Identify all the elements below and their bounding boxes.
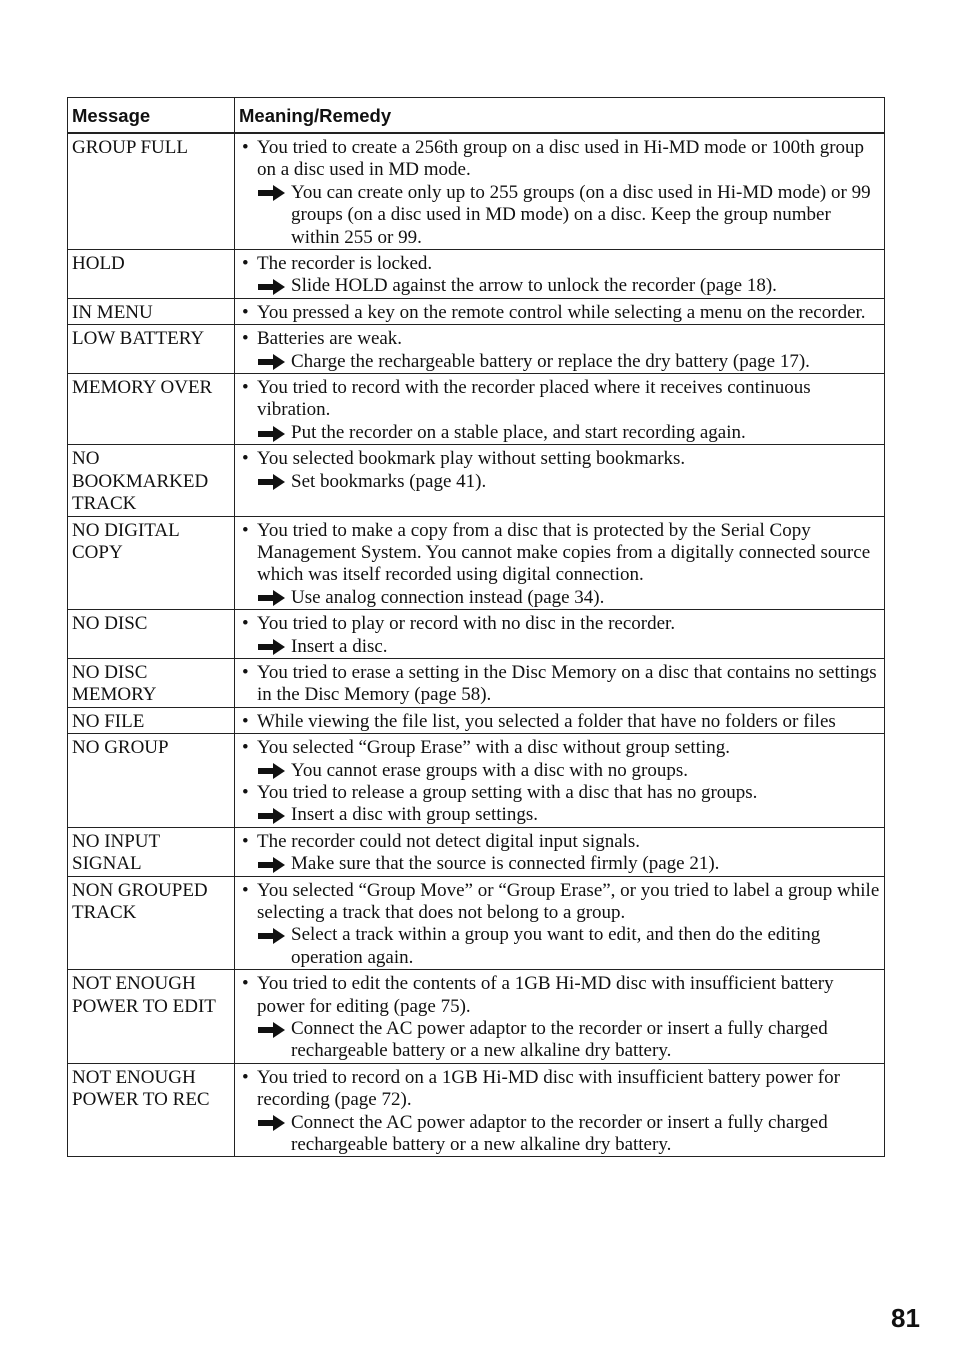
remedy-item [239, 1112, 880, 1157]
cause-item [239, 302, 880, 324]
remedy-text: Select a track within a group you want to edit, and then do the editing operation again. [291, 924, 821, 968]
cause-text: You tried to make a copy from a disc that is protected by the Serial Copy Management System. You cannot make copies from a digitally connected source which was itself recorded using digital connection. [257, 519, 871, 586]
meaning-remedy-cell [235, 610, 885, 659]
message-cell: NO GROUP [68, 734, 235, 828]
right-arrow-icon [258, 639, 291, 655]
bullet-icon: • [242, 1066, 249, 1088]
cause-item [239, 520, 880, 587]
right-arrow-icon [258, 590, 291, 606]
remedy-text: You cannot erase groups with a disc with no groups. [291, 759, 689, 781]
table-row [68, 970, 885, 1064]
table-row [68, 250, 885, 299]
bullet-icon: • [242, 137, 249, 158]
remedy-item [239, 587, 880, 609]
table-row [68, 876, 885, 970]
bullet-icon: • [242, 879, 249, 901]
message-cell: HOLD [68, 250, 235, 299]
remedy-text: Connect the AC power adaptor to the recorder or insert a fully charged rechargeable battery or a new alkaline dry battery. [291, 1018, 828, 1062]
table-row [68, 325, 885, 374]
table-row [68, 658, 885, 707]
remedy-item [239, 471, 880, 493]
message-cell: NO BOOKMARKED TRACK [68, 445, 235, 516]
table-row [68, 707, 885, 733]
remedy-item [239, 760, 880, 782]
bullet-icon: • [242, 253, 249, 275]
meaning-remedy-cell [235, 250, 885, 299]
remedy-text: Insert a disc. [291, 635, 388, 657]
table-row [68, 1063, 885, 1157]
meaning-remedy-cell [235, 734, 885, 828]
meaning-remedy-cell [235, 133, 885, 250]
message-cell: NO DISC [68, 610, 235, 659]
message-cell: GROUP FULL [68, 133, 235, 250]
cause-item [239, 1067, 880, 1112]
remedy-text: Connect the AC power adaptor to the recorder or insert a fully charged rechargeable battery or a new alkaline dry battery. [291, 1111, 828, 1156]
meaning-remedy-cell [235, 374, 885, 445]
message-cell: NOT ENOUGH POWER TO REC [68, 1063, 235, 1157]
right-arrow-icon [258, 354, 291, 370]
bullet-icon: • [242, 973, 249, 995]
remedy-item [239, 853, 880, 875]
message-cell: NO INPUT SIGNAL [68, 827, 235, 876]
remedy-item [239, 422, 880, 444]
bullet-icon: • [242, 301, 249, 323]
cause-item [239, 973, 880, 1018]
header-row [68, 98, 885, 134]
right-arrow-icon [258, 185, 291, 201]
table-row [68, 298, 885, 324]
cause-text: The recorder is locked. [257, 253, 433, 275]
cause-text: While viewing the file list, you selected a folder that have no folders or files [257, 710, 836, 732]
remedy-text: Put the recorder on a stable place, and start recording again. [291, 421, 746, 443]
remedy-text: Charge the rechargeable battery or replace the dry battery (page 17). [291, 350, 810, 372]
message-cell: NO DIGITAL COPY [68, 516, 235, 610]
meaning-remedy-cell [235, 516, 885, 610]
table-row [68, 445, 885, 516]
meaning-remedy-cell [235, 445, 885, 516]
message-cell: MEMORY OVER [68, 374, 235, 445]
remedy-item [239, 182, 880, 249]
remedy-text: Use analog connection instead (page 34). [291, 586, 605, 608]
message-cell: NO DISC MEMORY [68, 658, 235, 707]
cause-text: You selected “Group Erase” with a disc without group setting. [257, 737, 730, 759]
meaning-remedy-cell [235, 876, 885, 970]
bullet-icon: • [242, 328, 249, 350]
table-row [68, 827, 885, 876]
cause-item [239, 662, 880, 707]
cause-text: You tried to record on a 1GB Hi-MD disc with insufficient battery power for recording (page 72). [257, 1066, 840, 1111]
bullet-icon: • [242, 830, 249, 852]
table-row [68, 133, 885, 250]
remedy-item [239, 804, 880, 826]
message-cell: LOW BATTERY [68, 325, 235, 374]
error-message-table [67, 97, 885, 1157]
message-cell: NO FILE [68, 707, 235, 733]
cause-item [239, 711, 880, 733]
cause-text: Batteries are weak. [257, 328, 403, 350]
cause-item [239, 137, 880, 182]
right-arrow-icon [258, 808, 291, 824]
cause-item [239, 448, 880, 470]
cause-item [239, 737, 880, 759]
remedy-item [239, 924, 880, 969]
remedy-text: You can create only up to 255 groups (on a disc used in Hi-MD mode) or 99 groups (on a disc used in MD mode) on a disc. Keep the group number within 255 or 99. [291, 181, 871, 248]
message-cell: IN MENU [68, 298, 235, 324]
right-arrow-icon [258, 857, 291, 873]
bullet-icon: • [242, 448, 249, 470]
cause-text: You tried to play or record with no disc in the recorder. [257, 613, 676, 635]
table-row [68, 516, 885, 610]
right-arrow-icon [258, 474, 291, 490]
cause-item [239, 782, 880, 804]
meaning-remedy-cell [235, 298, 885, 324]
bullet-icon: • [242, 781, 249, 803]
message-cell: NON GROUPED TRACK [68, 876, 235, 970]
meaning-remedy-cell [235, 827, 885, 876]
remedy-text: Insert a disc with group settings. [291, 804, 538, 826]
page-number: 81 [891, 1303, 920, 1333]
right-arrow-icon [258, 426, 291, 442]
bullet-icon: • [242, 661, 249, 683]
cause-item [239, 613, 880, 635]
right-arrow-icon [258, 1022, 291, 1038]
right-arrow-icon [258, 763, 291, 779]
right-arrow-icon [258, 1115, 291, 1131]
bullet-icon: • [242, 710, 249, 732]
header-message: Message [68, 98, 235, 134]
meaning-remedy-cell [235, 970, 885, 1064]
table-row [68, 610, 885, 659]
cause-item [239, 253, 880, 275]
cause-text: You selected bookmark play without setting bookmarks. [257, 448, 686, 470]
cause-text: You tried to create a 256th group on a disc used in Hi-MD mode or 100th group on a disc used in MD mode. [257, 137, 865, 181]
cause-text: You tried to edit the contents of a 1GB Hi-MD disc with insufficient battery power for editing (page 75). [257, 973, 834, 1017]
header-meaning-remedy: Meaning/Remedy [235, 98, 885, 134]
right-arrow-icon [258, 279, 291, 295]
cause-text: You tried to release a group setting with a disc that has no groups. [257, 781, 758, 803]
remedy-item [239, 636, 880, 658]
remedy-text: Set bookmarks (page 41). [291, 470, 487, 492]
meaning-remedy-cell [235, 325, 885, 374]
remedy-item [239, 351, 880, 373]
meaning-remedy-cell [235, 1063, 885, 1157]
meaning-remedy-cell [235, 658, 885, 707]
bullet-icon: • [242, 737, 249, 759]
cause-text: You tried to record with the recorder placed where it receives continuous vibration. [257, 377, 811, 421]
cause-item [239, 377, 880, 422]
bullet-icon: • [242, 613, 249, 635]
cause-text: You tried to erase a setting in the Disc Memory on a disc that contains no settings in the Disc Memory (page 58). [257, 661, 877, 706]
remedy-text: Make sure that the source is connected firmly (page 21). [291, 853, 720, 875]
remedy-item [239, 1018, 880, 1063]
cause-item [239, 880, 880, 925]
right-arrow-icon [258, 928, 291, 944]
cause-item [239, 328, 880, 350]
cause-text: You selected “Group Move” or “Group Erase”, or you tried to label a group while selecting a track that does not belong to a group. [257, 879, 880, 923]
table-row [68, 374, 885, 445]
message-cell: NOT ENOUGH POWER TO EDIT [68, 970, 235, 1064]
bullet-icon: • [242, 377, 249, 399]
cause-text: The recorder could not detect digital input signals. [257, 830, 641, 852]
cause-text: You pressed a key on the remote control while selecting a menu on the recorder. [257, 301, 866, 323]
remedy-text: Slide HOLD against the arrow to unlock the recorder (page 18). [291, 275, 777, 297]
bullet-icon: • [242, 519, 249, 541]
cause-item [239, 831, 880, 853]
remedy-item [239, 275, 880, 297]
meaning-remedy-cell [235, 707, 885, 733]
table-row [68, 734, 885, 828]
